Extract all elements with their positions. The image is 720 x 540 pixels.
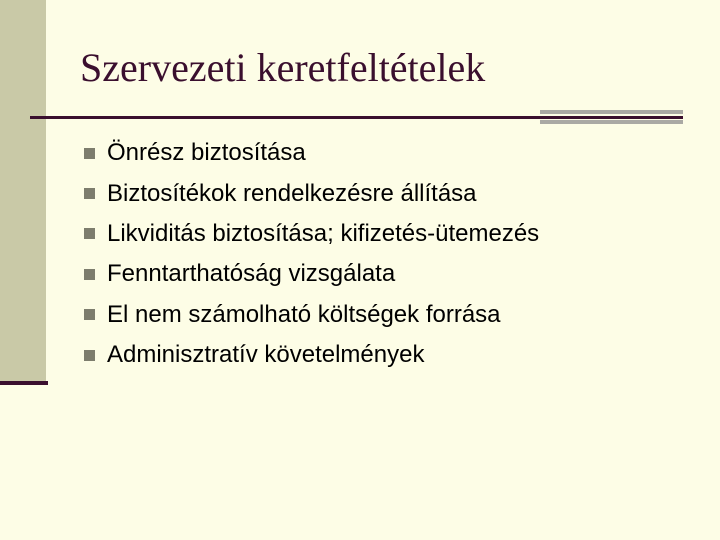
bullet-list bbox=[84, 133, 539, 375]
square-bullet-icon bbox=[84, 188, 95, 199]
bullet-item bbox=[84, 173, 539, 213]
square-bullet-icon bbox=[84, 309, 95, 320]
slide-title: Szervezeti keretfeltételek bbox=[80, 45, 486, 90]
bullet-text: Likviditás biztosítása; kifizetés-ütemezés bbox=[107, 219, 540, 247]
bullet-text: El nem számolható költségek forrása bbox=[107, 300, 501, 328]
bullet-item bbox=[84, 214, 539, 254]
square-bullet-icon bbox=[84, 269, 95, 280]
bullet-text: Biztosítékok rendelkezésre állítása bbox=[107, 179, 477, 207]
bullet-item bbox=[84, 295, 539, 335]
bullet-item bbox=[84, 335, 539, 375]
bullet-item bbox=[84, 254, 539, 294]
left-decorative-band bbox=[0, 0, 46, 383]
title-divider-accent-bottom bbox=[540, 120, 683, 124]
bullet-text: Adminisztratív követelmények bbox=[107, 341, 425, 369]
square-bullet-icon bbox=[84, 228, 95, 239]
bullet-item bbox=[84, 133, 539, 173]
title-divider-line bbox=[30, 116, 540, 119]
title-divider-accent-top bbox=[540, 110, 683, 114]
bullet-text: Önrész biztosítása bbox=[107, 139, 306, 167]
square-bullet-icon bbox=[84, 148, 95, 159]
bullet-text: Fenntarthatóság vizsgálata bbox=[107, 260, 396, 288]
left-band-underline bbox=[0, 381, 48, 385]
title-divider-accent-mid bbox=[540, 116, 683, 119]
square-bullet-icon bbox=[84, 350, 95, 361]
